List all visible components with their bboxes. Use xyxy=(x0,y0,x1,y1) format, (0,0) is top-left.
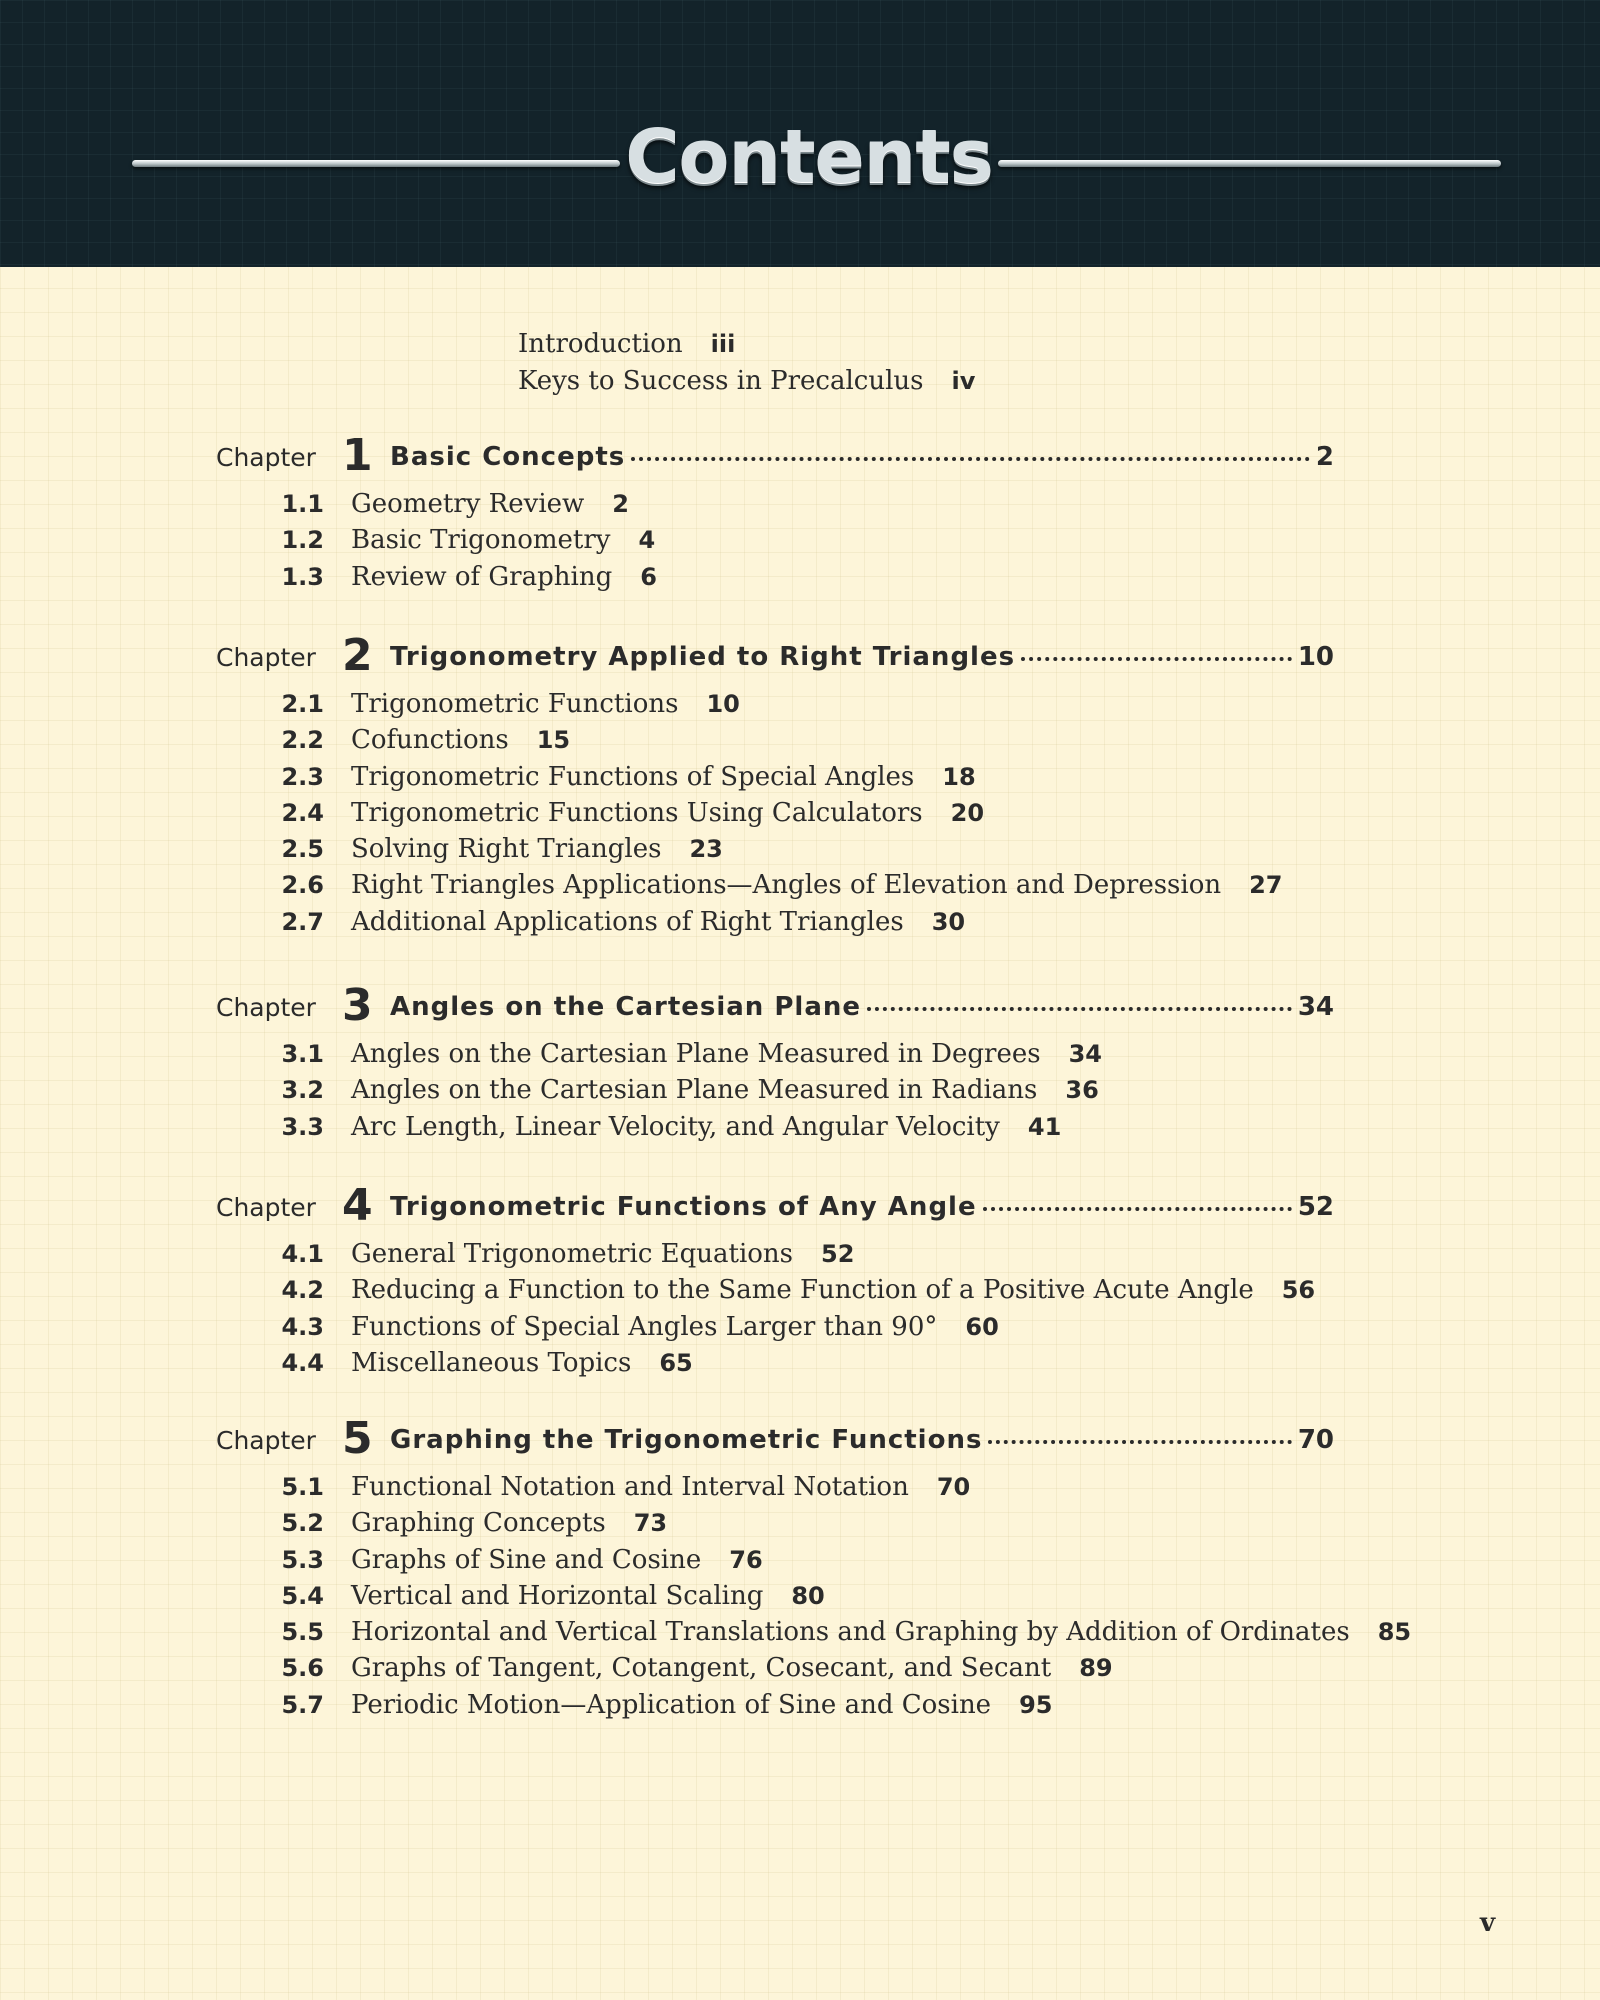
chapter-page: 10 xyxy=(1297,642,1334,672)
section-number: 3.1 xyxy=(281,1040,324,1068)
section-title: Cofunctions xyxy=(351,725,509,756)
section-number: 1.2 xyxy=(281,526,324,555)
section-title: Trigonometric Functions xyxy=(351,689,679,719)
section-title: Right Triangles Applications—Angles of Elevation and Depression xyxy=(351,870,1222,901)
front-matter-item[interactable] xyxy=(518,363,975,400)
section-number: 2.7 xyxy=(281,907,324,936)
section-title: Graphing Concepts xyxy=(351,1508,606,1539)
dot-leader xyxy=(1021,657,1292,661)
section-title: Angles on the Cartesian Plane Measured in Degrees xyxy=(351,1039,1041,1069)
section-title: Geometry Review xyxy=(351,489,585,519)
chapter-page: 2 xyxy=(1315,442,1334,472)
section-title: Solving Right Triangles xyxy=(351,834,662,865)
section-item[interactable] xyxy=(0,1542,1600,1578)
section-list xyxy=(0,1469,1600,1723)
section-page: 30 xyxy=(931,907,966,936)
section-title: Angles on the Cartesian Plane Measured in Radians xyxy=(351,1075,1038,1106)
section-title: Graphs of Tangent, Cotangent, Cosecant, and Secant xyxy=(351,1653,1052,1684)
section-page: 80 xyxy=(791,1581,825,1610)
section-item[interactable] xyxy=(0,1036,1600,1072)
front-matter-label: Keys to Success in Precalculus xyxy=(518,366,924,396)
chapter-number: 4 xyxy=(342,1180,373,1231)
section-item[interactable] xyxy=(0,1109,1600,1145)
banner-rule-right xyxy=(998,160,1501,167)
section-page: 23 xyxy=(689,835,723,864)
section-item[interactable] xyxy=(0,867,1600,903)
banner-rule-left xyxy=(132,160,620,167)
chapter-3 xyxy=(0,982,1600,1145)
section-page: 27 xyxy=(1249,871,1283,900)
dot-leader xyxy=(988,1440,1291,1444)
section-item[interactable] xyxy=(0,1505,1600,1541)
section-item[interactable] xyxy=(0,831,1600,867)
section-page: 89 xyxy=(1079,1654,1113,1683)
section-number: 4.1 xyxy=(281,1240,324,1268)
section-title: Vertical and Horizontal Scaling xyxy=(351,1580,764,1611)
front-matter-item[interactable] xyxy=(518,326,975,363)
section-page: 34 xyxy=(1068,1040,1102,1068)
section-number: 2.3 xyxy=(281,762,324,791)
chapter-number: 1 xyxy=(342,430,373,481)
section-number: 3.3 xyxy=(281,1112,324,1141)
section-item[interactable] xyxy=(0,1469,1600,1505)
section-title: Functional Notation and Interval Notation xyxy=(351,1472,909,1502)
section-title: Periodic Motion—Application of Sine and Cosine xyxy=(351,1689,992,1720)
section-item[interactable] xyxy=(0,1687,1600,1723)
section-list xyxy=(0,686,1600,940)
section-number: 5.1 xyxy=(281,1473,324,1501)
section-page: 60 xyxy=(965,1312,999,1341)
section-page: 20 xyxy=(950,798,985,827)
section-number: 2.1 xyxy=(281,690,324,718)
section-number: 2.2 xyxy=(281,726,324,755)
chapter-heading[interactable] xyxy=(0,432,1600,480)
section-title: Reducing a Function to the Same Function of a Positive Acute Angle xyxy=(351,1275,1254,1306)
section-number: 5.3 xyxy=(281,1545,324,1574)
section-page: 52 xyxy=(821,1240,855,1268)
chapter-word: Chapter xyxy=(216,1426,316,1455)
section-title: Review of Graphing xyxy=(351,561,613,592)
section-page: 73 xyxy=(633,1509,668,1538)
section-list xyxy=(0,1036,1600,1145)
section-list xyxy=(0,486,1600,595)
section-item[interactable] xyxy=(0,722,1600,758)
chapter-number: 3 xyxy=(342,980,373,1031)
section-page: 76 xyxy=(729,1545,763,1574)
section-item[interactable] xyxy=(0,1345,1600,1381)
section-title: Graphs of Sine and Cosine xyxy=(351,1544,702,1575)
section-title: Trigonometric Functions Using Calculators xyxy=(351,797,923,828)
section-page: 56 xyxy=(1281,1276,1316,1305)
section-page: 6 xyxy=(640,562,657,591)
section-number: 5.7 xyxy=(281,1690,324,1719)
section-title: Additional Applications of Right Triangles xyxy=(351,906,904,937)
section-title: General Trigonometric Equations xyxy=(351,1239,794,1269)
section-page: 2 xyxy=(612,490,629,518)
section-number: 4.2 xyxy=(281,1276,324,1305)
chapter-word: Chapter xyxy=(216,443,316,472)
section-number: 4.3 xyxy=(281,1312,324,1341)
section-page: 95 xyxy=(1019,1690,1053,1719)
section-item[interactable] xyxy=(0,904,1600,940)
header-banner xyxy=(0,0,1600,267)
section-title: Arc Length, Linear Velocity, and Angular Velocity xyxy=(351,1111,1000,1142)
chapter-title: Graphing the Trigonometric Functions xyxy=(390,1425,983,1455)
chapter-title: Trigonometry Applied to Right Triangles xyxy=(390,642,1016,672)
section-page: 18 xyxy=(942,762,976,791)
chapter-number: 2 xyxy=(342,630,373,681)
section-page: 10 xyxy=(706,690,740,718)
section-number: 5.2 xyxy=(281,1509,324,1538)
section-item[interactable] xyxy=(0,559,1600,595)
chapter-5 xyxy=(0,1415,1600,1723)
section-number: 5.4 xyxy=(281,1581,324,1610)
section-list xyxy=(0,1236,1600,1381)
section-item[interactable] xyxy=(0,1650,1600,1686)
section-title: Trigonometric Functions of Special Angles xyxy=(351,761,915,792)
front-matter-page: iv xyxy=(951,367,976,395)
dot-leader xyxy=(631,457,1310,461)
section-page: 65 xyxy=(659,1348,693,1377)
front-matter xyxy=(518,326,975,400)
section-page: 85 xyxy=(1377,1618,1412,1647)
section-item[interactable] xyxy=(0,1236,1600,1272)
page-title: Contents xyxy=(625,114,993,200)
chapter-word: Chapter xyxy=(216,993,316,1022)
section-item[interactable] xyxy=(0,1272,1600,1308)
front-matter-label: Introduction xyxy=(518,329,683,359)
chapter-4 xyxy=(0,1182,1600,1381)
section-page: 4 xyxy=(638,526,656,555)
section-number: 2.5 xyxy=(281,835,324,864)
section-title: Horizontal and Vertical Translations and Graphing by Addition of Ordinates xyxy=(351,1617,1350,1648)
section-number: 3.2 xyxy=(281,1076,324,1105)
section-number: 2.4 xyxy=(281,798,324,827)
section-page: 15 xyxy=(536,726,571,755)
chapter-1 xyxy=(0,432,1600,595)
section-item[interactable] xyxy=(0,1578,1600,1614)
chapter-heading[interactable] xyxy=(0,1182,1600,1230)
section-title: Miscellaneous Topics xyxy=(351,1347,632,1378)
section-title: Functions of Special Angles Larger than 90° xyxy=(351,1311,938,1342)
section-item[interactable] xyxy=(0,1614,1600,1650)
chapter-2 xyxy=(0,632,1600,940)
chapter-page: 34 xyxy=(1297,992,1334,1022)
chapter-heading[interactable] xyxy=(0,632,1600,680)
section-number: 5.6 xyxy=(281,1654,324,1683)
section-number: 5.5 xyxy=(281,1618,324,1647)
page-number: v xyxy=(1480,1908,1496,1938)
section-page: 36 xyxy=(1065,1076,1099,1105)
section-number: 1.1 xyxy=(281,490,324,518)
front-matter-page: iii xyxy=(710,330,736,358)
section-number: 1.3 xyxy=(281,562,324,591)
section-item[interactable] xyxy=(0,1072,1600,1108)
section-item[interactable] xyxy=(0,759,1600,795)
chapter-page: 70 xyxy=(1297,1425,1334,1455)
chapter-word: Chapter xyxy=(216,643,316,672)
section-item[interactable] xyxy=(0,795,1600,831)
section-title: Basic Trigonometry xyxy=(351,525,611,556)
chapter-word: Chapter xyxy=(216,1193,316,1222)
section-number: 2.6 xyxy=(281,871,324,900)
section-item[interactable] xyxy=(0,686,1600,722)
chapter-title: Basic Concepts xyxy=(390,442,626,472)
section-page: 41 xyxy=(1027,1112,1062,1141)
section-item[interactable] xyxy=(0,486,1600,522)
chapter-number: 5 xyxy=(342,1413,373,1464)
chapter-heading[interactable] xyxy=(0,982,1600,1030)
chapter-heading[interactable] xyxy=(0,1415,1600,1463)
section-item[interactable] xyxy=(0,522,1600,558)
chapter-page: 52 xyxy=(1297,1192,1334,1222)
section-number: 4.4 xyxy=(281,1348,324,1377)
dot-leader xyxy=(867,1007,1292,1011)
section-item[interactable] xyxy=(0,1309,1600,1345)
section-page: 70 xyxy=(936,1473,971,1501)
chapter-title: Angles on the Cartesian Plane xyxy=(390,992,862,1022)
chapter-title: Trigonometric Functions of Any Angle xyxy=(390,1192,977,1222)
dot-leader xyxy=(983,1207,1292,1211)
